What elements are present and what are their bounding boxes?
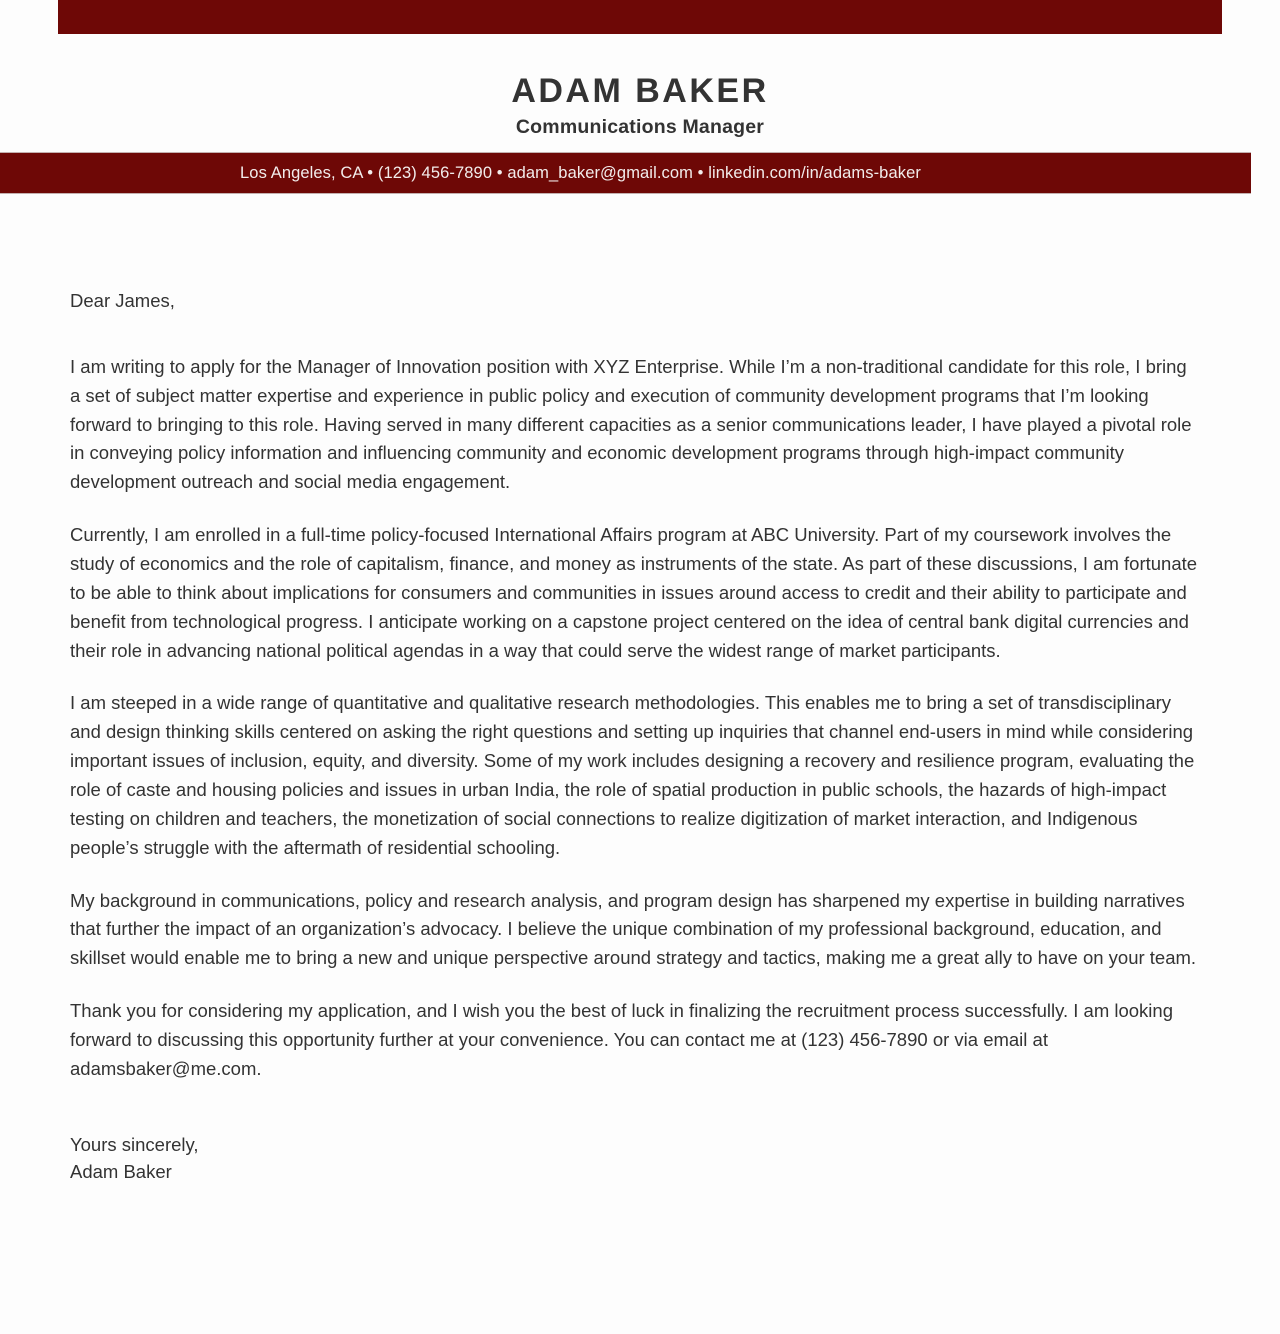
letter-paragraph-5: Thank you for considering my application, and I wish you the best of luck in finalizing the recruitment process successfully. I am looking forward to discussing this opportunity further at your convenience. You can contact me at (123) 456-7890 or via email at adamsbaker@me.com. bbox=[70, 1000, 1173, 1079]
letter-paragraph-2: Currently, I am enrolled in a full-time policy-focused International Affairs program at ABC University. Part of my coursework involves the study of economics and the role of capitalism, finance, and money as instruments of the state. As part of these discussions, I am fortunate to be able to think about implications for consumers and communities in issues around access to credit and their ability to participate and benefit from technological progress. I anticipate working on a capstone project centered on the idea of central bank digital currencies and their role in advancing national political agendas in a way that could serve the widest range of market participants. bbox=[70, 524, 1198, 661]
letter-paragraph-3: I am steeped in a wide range of quantitative and qualitative research methodologies. This enables me to bring a set of transdisciplinary and design thinking skills centered on asking the right questions and setting up inquiries that channel end-users in mind while considering important issues of inclusion, equity, and diversity. Some of my work includes designing a recovery and resilience program, evaluating the role of caste and housing policies and issues in urban India, the role of spatial production in public schools, the hazards of high-impact testing on children and teachers, the monetization of social connections to realize digitization of market interaction, and Indigenous people’s struggle with the aftermath of residential schooling. bbox=[70, 692, 1195, 858]
contact-info-text: Los Angeles, CA • (123) 456-7890 • adam_baker@gmail.com • linkedin.com/in/adams-baker bbox=[240, 163, 921, 182]
job-title: Communications Manager bbox=[515, 116, 765, 138]
page-title: ADAM BAKER bbox=[511, 72, 769, 110]
closing-phrase: Yours sincerely, bbox=[70, 1133, 199, 1155]
letter-closing bbox=[70, 1132, 1202, 1186]
salutation: Dear James, bbox=[70, 290, 175, 311]
letter-body bbox=[70, 288, 1202, 1185]
header-accent-bar-top bbox=[58, 0, 1222, 35]
letter-paragraph-1: I am writing to apply for the Manager of Innovation position with XYZ Enterprise. While I’m a non-traditional candidate for this role, I bring a set of subject matter expertise and experience in public policy and execution of community development programs that I’m looking forward to bringing to this role. Having served in many different capacities as a senior communications leader, I have played a pivotal role in conveying policy information and influencing community and economic development programs through high-impact community development outreach and social media engagement. bbox=[70, 355, 1192, 493]
contact-info-bar bbox=[0, 152, 1251, 194]
header-identity-block bbox=[0, 34, 1280, 150]
signature-name: Adam Baker bbox=[70, 1160, 172, 1182]
letter-paragraph-4: My background in communications, policy and research analysis, and program design has sharpened my expertise in building narratives that further the impact of an organization’s advocacy. I believe the unique combination of my professional background, education, and skillset would enable me to bring a new and unique perspective around strategy and tactics, making me a great ally to have on your team. bbox=[70, 889, 1197, 969]
